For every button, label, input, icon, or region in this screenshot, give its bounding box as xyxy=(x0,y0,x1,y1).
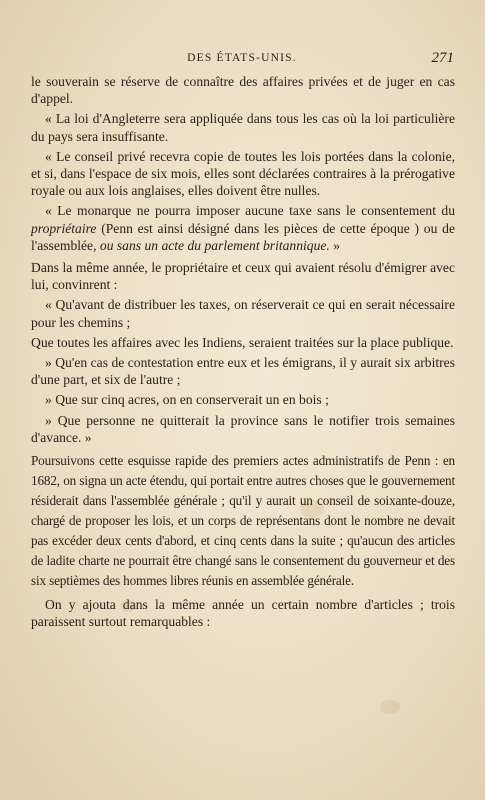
paragraph: On y ajouta dans la même année un certain nombre d'articles ; trois paraissent surtout remarquables : xyxy=(31,597,455,630)
paragraph: « Le conseil privé recevra copie de toutes les lois portées dans la colonie, et si, dans l'espace de six mois, elles sont déclarées contraires à la prérogative royale ou aux lois anglaises, elles doivent être nulles. xyxy=(31,148,455,199)
paragraph xyxy=(31,202,455,254)
body-text xyxy=(31,73,455,630)
running-head-title: DES ÉTATS-UNIS. xyxy=(187,52,297,64)
paragraph: Dans la même année, le propriétaire et ceux qui avaient résolu d'émigrer avec lui, convinrent : xyxy=(31,260,455,293)
italic-phrase: ou sans un acte du parlement britannique. xyxy=(99,237,330,253)
paragraph-text: « Le monarque ne pourra imposer aucune taxe sans le consentement du xyxy=(45,203,455,219)
paragraph-text: » xyxy=(329,237,341,253)
paragraph: « Qu'avant de distribuer les taxes, on réserverait ce qui en serait nécessaire pour les chemins ; xyxy=(31,297,455,330)
italic-term: propriétaire xyxy=(31,220,97,236)
paragraph: « La loi d'Angleterre sera appliquée dans tous les cas où la loi particulière du pays sera insuffisante. xyxy=(31,111,455,144)
paragraph: » Qu'en cas de contestation entre eux et les émigrans, il y aurait six arbitres d'une part, et six de l'autre ; xyxy=(31,355,455,388)
paragraph: » Que sur cinq acres, on en conserverait un en bois ; xyxy=(45,392,329,408)
paragraph: le souverain se réserve de connaître des affaires privées et de juger en cas d'appel. xyxy=(31,74,455,107)
running-head xyxy=(30,50,454,68)
paragraph: Poursuivons cette esquisse rapide des premiers actes administratifs de Penn : en 1682, on signa un acte étendu, qui portait entre autres choses que le gouvernement résiderait dans l'assemblée générale ; qu'il y aurait un conseil de soixante-douze, chargé de proposer les lois, et un corps de représentans dont le nombre ne devait pas excéder deux cents d'abord, et cinq cents dans la suite ; qu'aucun des articles de ladite charte ne pourrait être changé sans le consentement du gouverneur et des six septièmes des hommes libres réunis en assemblée générale. xyxy=(31,453,455,589)
paragraph-text: (Penn est ainsi désigné dans les pièces de cette époque ) ou de l'assemblée, xyxy=(31,220,455,253)
paragraph: Que toutes les affaires avec les Indiens, seraient traitées sur la place publique. xyxy=(31,334,454,350)
page-number: 271 xyxy=(431,50,454,66)
paragraph: » Que personne ne quitterait la province sans le notifier trois semaines d'avance. » xyxy=(31,412,455,445)
paper-stain xyxy=(380,700,400,714)
